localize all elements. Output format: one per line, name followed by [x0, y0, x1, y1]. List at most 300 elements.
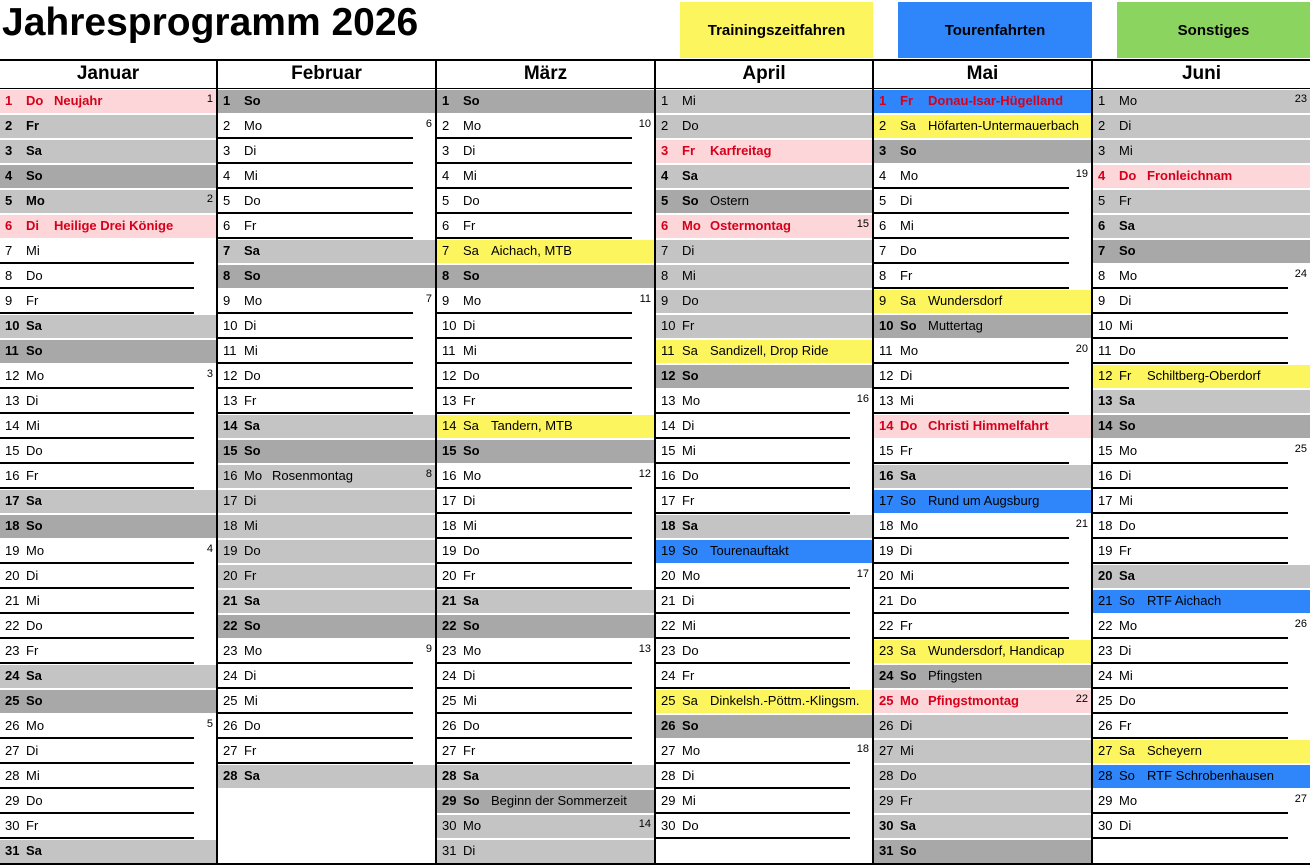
day-number: 28: [1098, 768, 1113, 783]
day-row: [218, 489, 435, 514]
month-column: [1093, 61, 1310, 863]
weekday: Do: [463, 718, 480, 733]
day-row: [656, 339, 872, 364]
day-row: [874, 614, 1091, 639]
column-divider: [435, 60, 437, 865]
day-number: 31: [442, 843, 457, 858]
week-number: 23: [1294, 93, 1307, 105]
day-row: [0, 439, 216, 464]
day-number: 5: [5, 193, 13, 208]
day-row: [874, 439, 1091, 464]
month-name: März: [437, 61, 654, 89]
day-row: [437, 264, 654, 289]
event-label: Christi Himmelfahrt: [928, 418, 1049, 433]
day-row: [1093, 214, 1310, 239]
day-number: 23: [879, 643, 894, 658]
weekday: So: [463, 268, 480, 283]
day-row: [0, 714, 216, 739]
weekday: Sa: [244, 593, 260, 608]
day-row: [437, 389, 654, 414]
event-label: Ostermontag: [710, 218, 791, 233]
event-label: Ostern: [710, 193, 750, 208]
day-number: 30: [1098, 818, 1113, 833]
weekday: Sa: [682, 168, 698, 183]
weekday: So: [900, 318, 917, 333]
day-row: [874, 639, 1091, 664]
weekday: Do: [1119, 343, 1136, 358]
week-number: 1: [206, 93, 213, 105]
day-row: [656, 389, 872, 414]
weekday: Mi: [1119, 143, 1133, 158]
weekday: So: [682, 718, 699, 733]
weekday: Di: [900, 193, 913, 208]
day-number: 11: [223, 343, 237, 358]
day-row: [437, 214, 654, 239]
day-number: 24: [223, 668, 238, 683]
day-row: [0, 289, 216, 314]
weekday: So: [244, 443, 261, 458]
day-number: 13: [1098, 393, 1113, 408]
day-number: 22: [442, 618, 457, 633]
day-number: 18: [879, 518, 894, 533]
weekday: Di: [682, 593, 695, 608]
day-row: [1093, 314, 1310, 339]
week-number: 22: [1075, 693, 1088, 705]
day-number: 13: [442, 393, 457, 408]
weekday: Do: [26, 93, 44, 108]
weekday: Mo: [900, 343, 919, 358]
weekday: Sa: [900, 118, 916, 133]
day-row: [1093, 814, 1310, 839]
day-row: [1093, 414, 1310, 439]
day-number: 3: [442, 143, 450, 158]
day-number: 6: [223, 218, 231, 233]
weekday: So: [244, 268, 261, 283]
day-number: 31: [879, 843, 894, 858]
weekday: Di: [463, 318, 476, 333]
weekday: Fr: [26, 818, 39, 833]
day-number: 29: [442, 793, 457, 808]
day-row: [218, 339, 435, 364]
day-row: [437, 789, 654, 814]
day-number: 15: [5, 443, 20, 458]
day-row: [437, 739, 654, 764]
day-number: 21: [661, 593, 676, 608]
weekday: So: [244, 93, 261, 108]
day-row: [656, 689, 872, 714]
weekday: Mo: [463, 118, 482, 133]
event-label: Höfarten-Untermauerbach: [928, 118, 1080, 133]
month-column: [437, 61, 654, 863]
day-number: 17: [5, 493, 20, 508]
day-number: 25: [223, 693, 238, 708]
day-number: 4: [442, 168, 450, 183]
day-number: 21: [5, 593, 20, 608]
day-row: [437, 314, 654, 339]
weekday: Do: [463, 543, 480, 558]
day-row: [1093, 264, 1310, 289]
day-row: [218, 139, 435, 164]
day-row: [874, 239, 1091, 264]
day-number: 4: [661, 168, 669, 183]
day-row: [218, 189, 435, 214]
weekday: Fr: [463, 218, 476, 233]
weekday: Di: [900, 718, 913, 733]
day-number: 26: [879, 718, 894, 733]
weekday: Sa: [900, 293, 916, 308]
day-number: 5: [879, 193, 887, 208]
day-row: [656, 589, 872, 614]
day-row: [0, 89, 216, 114]
day-row: [218, 714, 435, 739]
day-row: [874, 189, 1091, 214]
day-row: [0, 614, 216, 639]
weekday: Di: [1119, 818, 1132, 833]
day-number: 22: [5, 618, 20, 633]
weekday: Mo: [682, 218, 701, 233]
day-number: 3: [1098, 143, 1106, 158]
day-row: [218, 89, 435, 114]
event-label: RTF Schrobenhausen: [1147, 768, 1274, 783]
day-number: 24: [5, 668, 20, 683]
weekday: Fr: [26, 468, 39, 483]
weekday: So: [26, 168, 43, 183]
weekday: Do: [26, 443, 43, 458]
day-number: 5: [1098, 193, 1106, 208]
day-number: 10: [5, 318, 20, 333]
weekday: So: [682, 368, 699, 383]
week-number: 27: [1294, 793, 1307, 805]
day-number: 23: [223, 643, 238, 658]
day-number: 23: [5, 643, 20, 658]
weekday: So: [1119, 768, 1135, 783]
event-label: Rosenmontag: [272, 468, 353, 483]
week-number: 19: [1075, 168, 1088, 180]
week-number: 11: [639, 293, 651, 305]
weekday: Do: [682, 643, 699, 658]
weekday: Di: [682, 243, 695, 258]
day-row: [874, 339, 1091, 364]
weekday: So: [463, 443, 480, 458]
event-label: Karfreitag: [710, 143, 772, 158]
day-row: [437, 539, 654, 564]
day-number: 27: [879, 743, 894, 758]
day-row: [1093, 239, 1310, 264]
weekday: Do: [244, 718, 261, 733]
day-number: 18: [661, 518, 676, 533]
month-name: April: [656, 61, 872, 89]
weekday: Di: [26, 743, 39, 758]
weekday: Mo: [26, 718, 45, 733]
day-number: 23: [1098, 643, 1113, 658]
weekday: Sa: [244, 418, 260, 433]
day-number: 28: [879, 768, 894, 783]
weekday: Di: [1119, 468, 1132, 483]
day-number: 13: [879, 393, 894, 408]
day-number: 7: [5, 243, 13, 258]
day-row: [218, 739, 435, 764]
weekday: Mi: [244, 693, 258, 708]
day-row: [437, 639, 654, 664]
day-row: [218, 664, 435, 689]
event-label: Pfingstmontag: [928, 693, 1019, 708]
weekday: Mo: [1119, 793, 1138, 808]
row-underline: [656, 837, 850, 839]
day-number: 20: [661, 568, 676, 583]
weekday: Mi: [682, 93, 696, 108]
weekday: Mi: [26, 243, 40, 258]
event-label: Schiltberg-Oberdorf: [1147, 368, 1261, 383]
weekday: Do: [682, 118, 699, 133]
day-row: [437, 489, 654, 514]
weekday: Di: [682, 768, 695, 783]
day-number: 9: [223, 293, 231, 308]
day-row: [0, 639, 216, 664]
weekday: Do: [463, 193, 480, 208]
day-number: 8: [1098, 268, 1106, 283]
week-number: 15: [856, 218, 869, 230]
day-row: [218, 239, 435, 264]
weekday: Fr: [900, 793, 913, 808]
event-label: Donau-Isar-Hügelland: [928, 93, 1064, 108]
day-row: [0, 339, 216, 364]
day-row: [1093, 789, 1310, 814]
day-number: 15: [1098, 443, 1113, 458]
weekday: Di: [463, 668, 476, 683]
weekday: So: [682, 193, 699, 208]
event-label: Wundersdorf, Handicap: [928, 643, 1065, 658]
weekday: Di: [900, 368, 913, 383]
day-number: 18: [1098, 518, 1113, 533]
day-row: [656, 564, 872, 589]
day-row: [0, 164, 216, 189]
weekday: So: [26, 343, 43, 358]
day-row: [0, 489, 216, 514]
day-row: [656, 139, 872, 164]
weekday: Do: [26, 793, 43, 808]
day-row: [0, 364, 216, 389]
event-label: Beginn der Sommerzeit: [491, 793, 627, 808]
weekday: Fr: [244, 393, 257, 408]
day-number: 9: [442, 293, 450, 308]
day-number: 30: [5, 818, 20, 833]
weekday: Sa: [900, 643, 916, 658]
weekday: Di: [26, 568, 39, 583]
week-number: 24: [1294, 268, 1307, 280]
day-number: 6: [879, 218, 887, 233]
weekday: So: [900, 843, 917, 858]
day-number: 27: [1098, 743, 1113, 758]
column-divider: [654, 60, 656, 865]
weekday: Mi: [26, 418, 40, 433]
weekday: Mo: [244, 118, 263, 133]
day-number: 21: [1098, 593, 1113, 608]
day-row: [874, 814, 1091, 839]
day-number: 1: [879, 93, 887, 108]
day-number: 16: [879, 468, 894, 483]
week-number: 16: [856, 393, 869, 405]
day-row: [1093, 614, 1310, 639]
weekday: Mi: [682, 618, 696, 633]
month-column: [874, 61, 1091, 863]
day-number: 9: [879, 293, 887, 308]
month-column: [0, 61, 216, 863]
day-row: [874, 589, 1091, 614]
day-number: 20: [879, 568, 894, 583]
week-number: 26: [1294, 618, 1307, 630]
day-number: 29: [1098, 793, 1113, 808]
weekday: Mo: [463, 293, 482, 308]
day-number: 9: [5, 293, 13, 308]
weekday: Mi: [682, 793, 696, 808]
day-row: [437, 364, 654, 389]
weekday: Fr: [244, 743, 257, 758]
day-row: [656, 439, 872, 464]
day-number: 29: [661, 793, 676, 808]
day-number: 11: [1098, 343, 1112, 358]
day-number: 26: [223, 718, 238, 733]
event-label: Muttertag: [928, 318, 983, 333]
day-row: [656, 414, 872, 439]
day-number: 7: [442, 243, 450, 258]
weekday: Mi: [900, 218, 914, 233]
day-number: 14: [5, 418, 20, 433]
weekday: Mo: [463, 643, 482, 658]
column-divider: [1091, 60, 1093, 865]
weekday: Mo: [244, 293, 263, 308]
day-row: [218, 689, 435, 714]
weekday: Di: [682, 418, 695, 433]
day-row: [437, 764, 654, 789]
day-number: 9: [1098, 293, 1106, 308]
day-number: 19: [661, 543, 676, 558]
weekday: Mo: [463, 818, 482, 833]
day-row: [218, 464, 435, 489]
event-label: Fronleichnam: [1147, 168, 1233, 183]
weekday: Fr: [1119, 193, 1132, 208]
day-row: [874, 564, 1091, 589]
weekday: Fr: [900, 618, 913, 633]
day-row: [0, 189, 216, 214]
weekday: So: [1119, 418, 1136, 433]
day-number: 7: [223, 243, 231, 258]
day-number: 24: [1098, 668, 1113, 683]
week-number: 4: [206, 543, 213, 555]
day-row: [437, 139, 654, 164]
weekday: Mo: [682, 393, 701, 408]
day-number: 17: [223, 493, 238, 508]
event-label: Heilige Drei Könige: [54, 218, 174, 233]
week-number: 7: [425, 293, 432, 305]
week-number: 13: [638, 643, 651, 655]
day-row: [437, 189, 654, 214]
day-number: 4: [1098, 168, 1106, 183]
weekday: Mo: [900, 693, 919, 708]
weekday: So: [900, 493, 916, 508]
weekday: Fr: [682, 318, 695, 333]
day-row: [437, 414, 654, 439]
weekday: Mi: [244, 343, 258, 358]
weekday: Mi: [1119, 318, 1133, 333]
weekday: Di: [1119, 643, 1132, 658]
day-row: [0, 739, 216, 764]
day-number: 24: [879, 668, 894, 683]
day-row: [874, 839, 1091, 864]
day-row: [656, 614, 872, 639]
day-number: 15: [661, 443, 676, 458]
weekday: Di: [26, 218, 39, 233]
day-row: [218, 314, 435, 339]
weekday: Mi: [1119, 668, 1133, 683]
day-number: 10: [661, 318, 676, 333]
day-number: 2: [5, 118, 13, 133]
day-number: 22: [661, 618, 676, 633]
week-number: 8: [425, 468, 432, 480]
weekday: Do: [244, 368, 261, 383]
day-number: 15: [223, 443, 238, 458]
weekday: Mo: [1119, 618, 1138, 633]
day-number: 4: [5, 168, 13, 183]
weekday: Mi: [900, 743, 914, 758]
day-number: 10: [879, 318, 894, 333]
day-row: [437, 514, 654, 539]
day-number: 9: [661, 293, 669, 308]
day-row: [874, 789, 1091, 814]
day-number: 13: [5, 393, 20, 408]
day-row: [1093, 664, 1310, 689]
day-number: 28: [5, 768, 20, 783]
day-number: 24: [661, 668, 676, 683]
day-row: [437, 814, 654, 839]
day-row: [656, 189, 872, 214]
day-number: 12: [442, 368, 457, 383]
month-name: Februar: [218, 61, 435, 89]
weekday: Sa: [26, 843, 42, 858]
weekday: Mi: [900, 568, 914, 583]
weekday: Mi: [1119, 493, 1133, 508]
day-row: [1093, 489, 1310, 514]
day-number: 29: [5, 793, 20, 808]
event-label: Rund um Augsburg: [928, 493, 1040, 508]
weekday: Do: [900, 418, 918, 433]
day-row: [1093, 139, 1310, 164]
day-number: 17: [1098, 493, 1113, 508]
day-number: 20: [5, 568, 20, 583]
day-number: 6: [661, 218, 669, 233]
day-number: 2: [661, 118, 669, 133]
day-number: 27: [5, 743, 20, 758]
day-number: 12: [879, 368, 894, 383]
week-number: 18: [856, 743, 869, 755]
day-number: 27: [442, 743, 457, 758]
weekday: Sa: [900, 468, 916, 483]
day-number: 21: [879, 593, 894, 608]
weekday: Fr: [900, 268, 913, 283]
day-number: 17: [442, 493, 457, 508]
day-number: 1: [442, 93, 450, 108]
weekday: Sa: [26, 668, 42, 683]
day-row: [656, 514, 872, 539]
weekday: Mo: [244, 468, 263, 483]
day-row: [874, 764, 1091, 789]
day-number: 22: [879, 618, 894, 633]
day-row: [656, 364, 872, 389]
day-number: 14: [879, 418, 894, 433]
weekday: Do: [1119, 518, 1136, 533]
row-underline: [1093, 837, 1288, 839]
day-row: [874, 514, 1091, 539]
day-row: [874, 739, 1091, 764]
